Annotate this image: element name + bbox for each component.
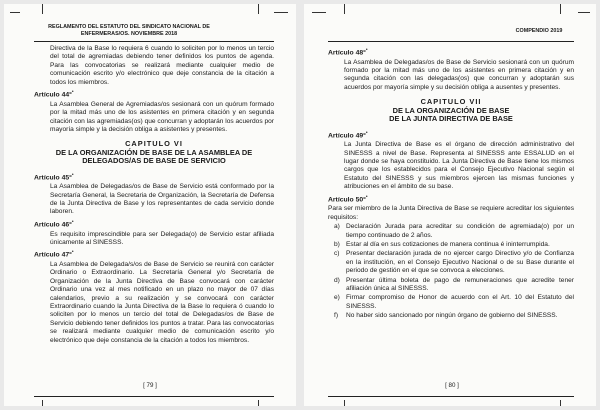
crop-mark — [344, 400, 345, 406]
footer-rule — [34, 396, 274, 397]
list-item: e) Firmar compromiso de Honor de acuerdo con el Art. 10 del Estatuto del SINESSS. — [334, 294, 574, 310]
article-49-text: La Junta Directiva de Base es el órgano de dirección administrativo del SINESSS a nivel de Base. Representa al SINESSS ante ESSALUD en el lugar donde se haya constituido. La Junta Directiva de Base tiene los mismos cargos que los establecidos para el Consejo Ejecutivo Nacional según el Estatuto del SINESSS y sus miembros ejercen las mismas funciones y atribuciones en el ámbito de su base. — [344, 141, 574, 191]
crop-mark — [560, 4, 561, 14]
article-46-text: Es requisito imprescindible para ser Delegada(o) de Servicio estar afiliada únicamente al SINESSS. — [50, 230, 274, 246]
intro-paragraph: Directiva de la Base lo requiera 6 cuando lo soliciten por lo menos un tercio del total de agremiadas debiendo tener definidos los puntos de agenda. Para las convocatorias se realizará mediante cualquier medio de comunicación escrito y/o electrónico que deje constancia de la citación a todos los miembros. — [50, 45, 274, 86]
right-body — [328, 45, 574, 322]
article-46-title: Artículo 46°• — [34, 218, 74, 229]
article-50-title: Artículo 50°• — [328, 193, 368, 203]
article-48-text: La Asamblea de Delegadas/os de Base de Servicio sesionará con un quórum formado por la mitad más uno de los asistentes en primera citación y en segunda citación con las delegadas(os) que concurran y adoptarán sus acuerdos por mayoría simple y su decisión obliga a ausentes y presentes. — [344, 58, 574, 91]
article-44-title: Artículo 44°• — [34, 89, 74, 99]
list-item: d) Presentar última boleta de pago de remuneraciones que acredite tener afiliación única al SINESSS. — [334, 276, 574, 292]
article-45-text: La Asamblea de Delegadas/os de Base de Servicio está conformado por la Secretaría General, la Secretaria de Organización, la Secretaría de Defensa de la Junta Directiva de Base y los representantes de cada servicio donde laboren. — [50, 183, 274, 216]
list-item: f) No haber sido sancionado por ningún órgano de gobierno del SINESSS. — [334, 312, 558, 320]
chapter-heading — [328, 98, 574, 123]
crop-mark — [258, 4, 259, 14]
article-45-title: Artículo 45°• — [34, 171, 74, 181]
crop-mark — [10, 12, 20, 13]
footer-rule — [328, 396, 574, 397]
list-item: a) Declaración Jurada para acreditar su condición de agremiada(o) por un tiempo continuado de 2 años. — [334, 223, 574, 239]
chapter-number: CAPITULO VII — [420, 97, 482, 107]
crop-mark — [42, 400, 43, 406]
crop-mark — [578, 12, 590, 13]
article-48-title: Artículo 48°• — [328, 47, 368, 57]
crop-mark — [560, 400, 561, 406]
crop-mark — [42, 4, 43, 14]
crop-mark — [312, 12, 326, 13]
right-page — [304, 4, 596, 406]
left-page — [4, 4, 296, 406]
article-49-title: Artículo 49°• — [328, 129, 368, 139]
article-47-title: Artículo 47°• — [34, 249, 74, 259]
crop-mark — [344, 4, 345, 14]
article-47-text: La Asamblea de Delegada/s/os de Base de Servicio se reunirá con carácter Ordinario o Extraordinario. La Secretaría General y/o Secretaría de Organización de la Junta Directiva de Base convocará con carácter Ordinario una vez al mes notificado en un plazo no mayor de 07 días calendarios, previo a su realización y se convocará con carácter Extraordinario cuando la Junta Directiva de la Base lo requiera ó cuando lo soliciten por lo menos un tercio del total de Delegadas/os de Base de Servicio debiendo tener definidos los puntos a tratar. Para las convocatorias se realizará mediante cualquier medio de comunicación escrito y/o electrónico que deje constancia de la citación a todos los miembros. — [50, 261, 274, 344]
chapter-heading — [34, 140, 274, 165]
page-number: [ 80 ] — [445, 382, 459, 389]
article-50-intro: Para ser miembro de la Junta Directiva de Base se requiere acreditar los siguientes requisitos: — [328, 205, 574, 221]
list-item: b) Estar al día en sus cotizaciones de manera continua é ininterrumpida. — [334, 240, 550, 248]
running-header: COMPENDIO 2019 — [515, 28, 563, 34]
left-body — [34, 45, 274, 346]
article-44-text: La Asamblea General de Agremiadas/os sesionará con un quórum formado por la mitad más uno de los asistentes en primera citación y en segunda citación con las agremiadas(os) que concurran y adoptarán los acuerdos por mayoría simple y la decisión obliga a asistentes y presentes. — [50, 100, 274, 133]
chapter-title: DE LA ORGANIZACIÓN DE BASE DE LA JUNTA DIRECTIVA DE BASE — [389, 105, 513, 124]
crop-mark — [274, 12, 288, 13]
header-rule — [34, 41, 274, 42]
running-header: REGLAMENTO DEL ESTATUTO DEL SINDICATO NACIONAL DE ENFERMERAS/OS. NOVIEMBRE 2018 — [48, 24, 210, 37]
page-number: [ 79 ] — [143, 382, 157, 389]
crop-mark — [258, 400, 259, 406]
chapter-number: CAPITULO VI — [125, 139, 183, 149]
list-item: c) Presentar declaración jurada de no ejercer cargo Directivo y/o de Confianza en la institución, en el Consejo Ejecutivo Nacional o de su Base durante el periodo de gestión en el que se convoca a elecciones. — [334, 250, 574, 275]
chapter-title: DE LA ORGANIZACIÓN DE BASE DE LA ASAMBLEA DE DELEGADOS/AS DE BASE DE SERVICIO — [55, 147, 253, 166]
requirements-list — [328, 223, 574, 320]
header-rule — [328, 41, 574, 42]
